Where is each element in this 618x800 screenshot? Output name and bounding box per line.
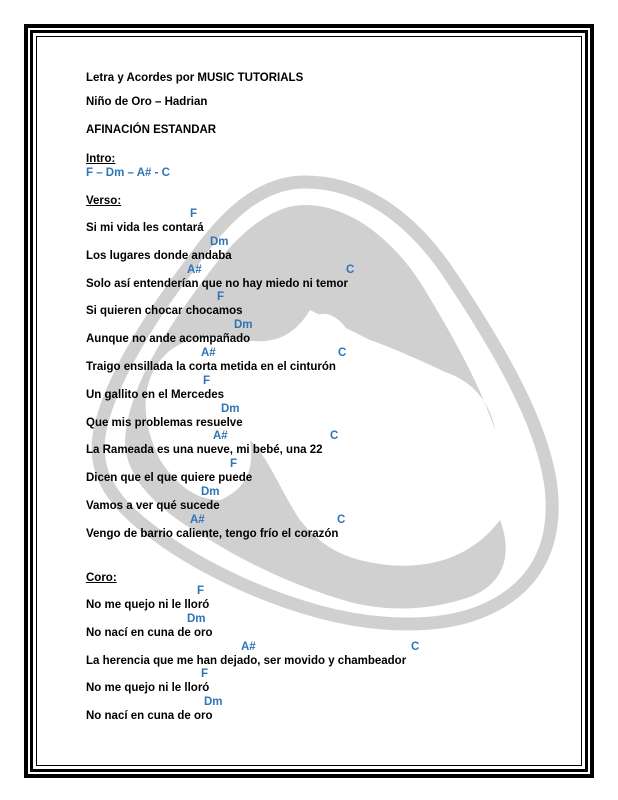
chord-label: A#: [213, 430, 228, 443]
lyric-line: No nací en cuna de oro: [86, 626, 213, 639]
chord-label: F: [197, 585, 205, 597]
chord-label: Dm: [221, 402, 240, 415]
chord-label: Dm: [234, 319, 253, 332]
chord-label: F: [201, 668, 209, 681]
chord-label: C: [346, 263, 355, 276]
chord-label: C: [330, 430, 339, 443]
chord-label: F: [190, 208, 198, 220]
lyric-line: Si quieren chocar chocamos: [86, 305, 243, 318]
chord-label: A#: [241, 640, 256, 653]
tuning-label: AFINACIÓN ESTANDAR: [86, 124, 217, 136]
chord-label: C: [338, 347, 347, 359]
chord-label: Dm: [210, 235, 229, 248]
lyric-line: La Rameada es una nueve, mi bebé, una 22: [86, 444, 323, 457]
lyric-line: Vamos a ver qué sucede: [86, 500, 220, 512]
lyric-line: No nací en cuna de oro: [86, 710, 213, 723]
lyric-line: Traigo ensillada la corta metida en el cinturón: [86, 361, 336, 373]
lyric-line: No me quejo ni le lloró: [86, 599, 210, 611]
song-title: Niño de Oro – Hadrian: [86, 96, 208, 108]
chord-label: F: [203, 374, 211, 387]
chord-label: Dm: [201, 486, 220, 498]
lyric-line: Aunque no ande acompañado: [86, 333, 251, 346]
lyric-line: Si mi vida les contará: [86, 222, 204, 234]
intro-heading: Intro:: [86, 153, 116, 165]
credit-line: Letra y Acordes por MUSIC TUTORIALS: [86, 72, 304, 84]
lyric-line: La herencia que me han dejado, ser movido y chambeador: [86, 654, 407, 667]
chord-label: A#: [201, 347, 216, 359]
chord-label: F: [230, 458, 238, 471]
lyric-line: Los lugares donde andaba: [86, 249, 232, 262]
chord-label: Dm: [204, 696, 223, 709]
chorus-heading: Coro:: [86, 572, 117, 584]
lyric-line: No me quejo ni le lloró: [86, 682, 210, 695]
chord-label: A#: [190, 513, 205, 526]
lyric-line: Que mis problemas resuelve: [86, 416, 243, 429]
lyric-line: Vengo de barrio caliente, tengo frío el corazón: [86, 527, 339, 540]
intro-chords: F – Dm – A# - C: [86, 167, 170, 179]
chord-label: A#: [187, 263, 202, 276]
lyric-line: Solo así entenderían que no hay miedo ni temor: [86, 277, 348, 290]
lyric-line: Un gallito en el Mercedes: [86, 388, 225, 401]
verse-heading: Verso:: [86, 195, 122, 207]
chord-label: Dm: [187, 612, 206, 625]
chord-label: C: [337, 513, 346, 526]
lyric-line: Dicen que el que quiere puede: [86, 472, 253, 485]
chord-label: F: [217, 291, 225, 304]
chord-label: C: [411, 640, 420, 653]
